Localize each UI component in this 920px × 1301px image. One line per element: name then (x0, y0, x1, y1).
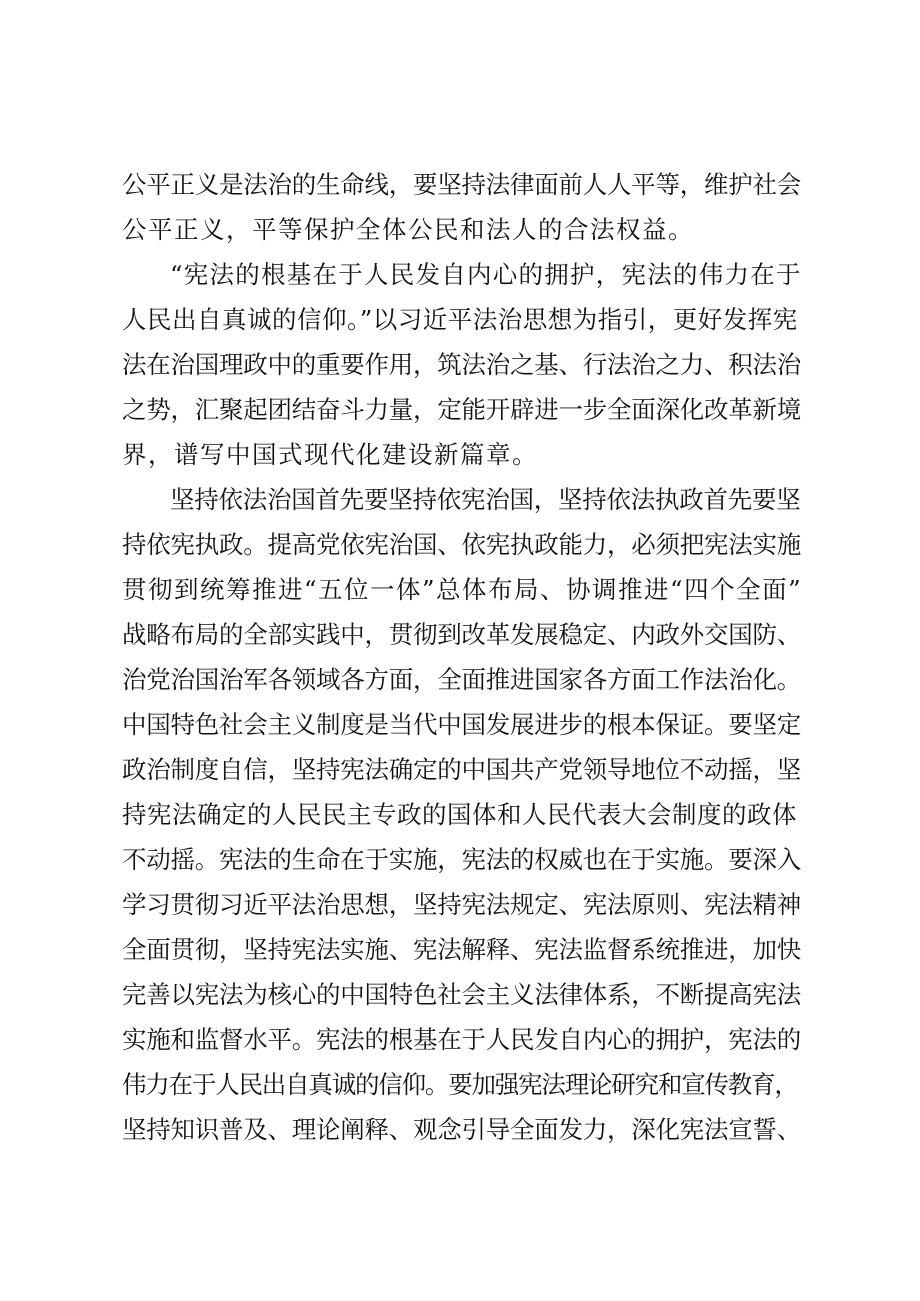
paragraph-2-line-5: 界，谱写中国式现代化建设新篇章。 (122, 440, 538, 469)
paragraph-3-line-1: 坚持依法治国首先要坚持依宪治国，坚持依法执政首先要坚 (170, 485, 801, 514)
paragraph-2-line-1: “宪法的根基在于人民发自内心的拥护，宪法的伟力在于 (170, 260, 802, 289)
paragraph-1-line-2: 公平正义，平等保护全体公民和法人的合法权益。 (122, 215, 694, 244)
paragraph-3-line-6: 中国特色社会主义制度是当代中国发展进步的根本保证。要坚定 (122, 710, 801, 739)
paragraph-3-line-3: 贯彻到统筹推进“五位一体”总体布局、协调推进“四个全面” (122, 575, 803, 604)
paragraph-2-line-3: 法在治国理政中的重要作用，筑法治之基、行法治之力、积法治 (122, 350, 801, 379)
paragraph-3-line-2: 持依宪执政。提高党依宪治国、依宪执政能力，必须把宪法实施 (122, 530, 801, 559)
paragraph-3-line-14: 伟力在于人民出自真诚的信仰。要加强宪法理论研究和宣传教育， (122, 1070, 798, 1099)
paragraph-3-line-15: 坚持知识普及、理论阐释、观念引导全面发力，深化宪法宣誓、 (122, 1115, 801, 1144)
paragraph-2-line-2: 人民出自真诚的信仰。”以习近平法治思想为指引，更好发挥宪 (122, 305, 798, 334)
paragraph-3-line-13: 实施和监督水平。宪法的根基在于人民发自内心的拥护，宪法的 (122, 1025, 801, 1054)
paragraph-3-line-9: 不动摇。宪法的生命在于实施，宪法的权威也在于实施。要深入 (122, 845, 801, 874)
paragraph-1-line-1: 公平正义是法治的生命线，要坚持法律面前人人平等，维护社会 (122, 170, 801, 199)
paragraph-3-line-5: 治党治国治军各领域各方面，全面推进国家各方面工作法治化。 (122, 665, 801, 694)
paragraph-2-line-4: 之势，汇聚起团结奋斗力量，定能开辟进一步全面深化改革新境 (122, 395, 801, 424)
paragraph-3-line-4: 战略布局的全部实践中，贯彻到改革发展稳定、内政外交国防、 (122, 620, 801, 649)
paragraph-3-line-10: 学习贯彻习近平法治思想，坚持宪法规定、宪法原则、宪法精神 (122, 890, 801, 919)
paragraph-3-line-11: 全面贯彻，坚持宪法实施、宪法解释、宪法监督系统推进，加快 (122, 935, 801, 964)
paragraph-3-line-12: 完善以宪法为核心的中国特色社会主义法律体系，不断提高宪法 (122, 980, 801, 1009)
paragraph-3-line-8: 持宪法确定的人民民主专政的国体和人民代表大会制度的政体 (122, 800, 797, 829)
paragraph-3-line-7: 政治制度自信，坚持宪法确定的中国共产党领导地位不动摇，坚 (122, 755, 801, 784)
